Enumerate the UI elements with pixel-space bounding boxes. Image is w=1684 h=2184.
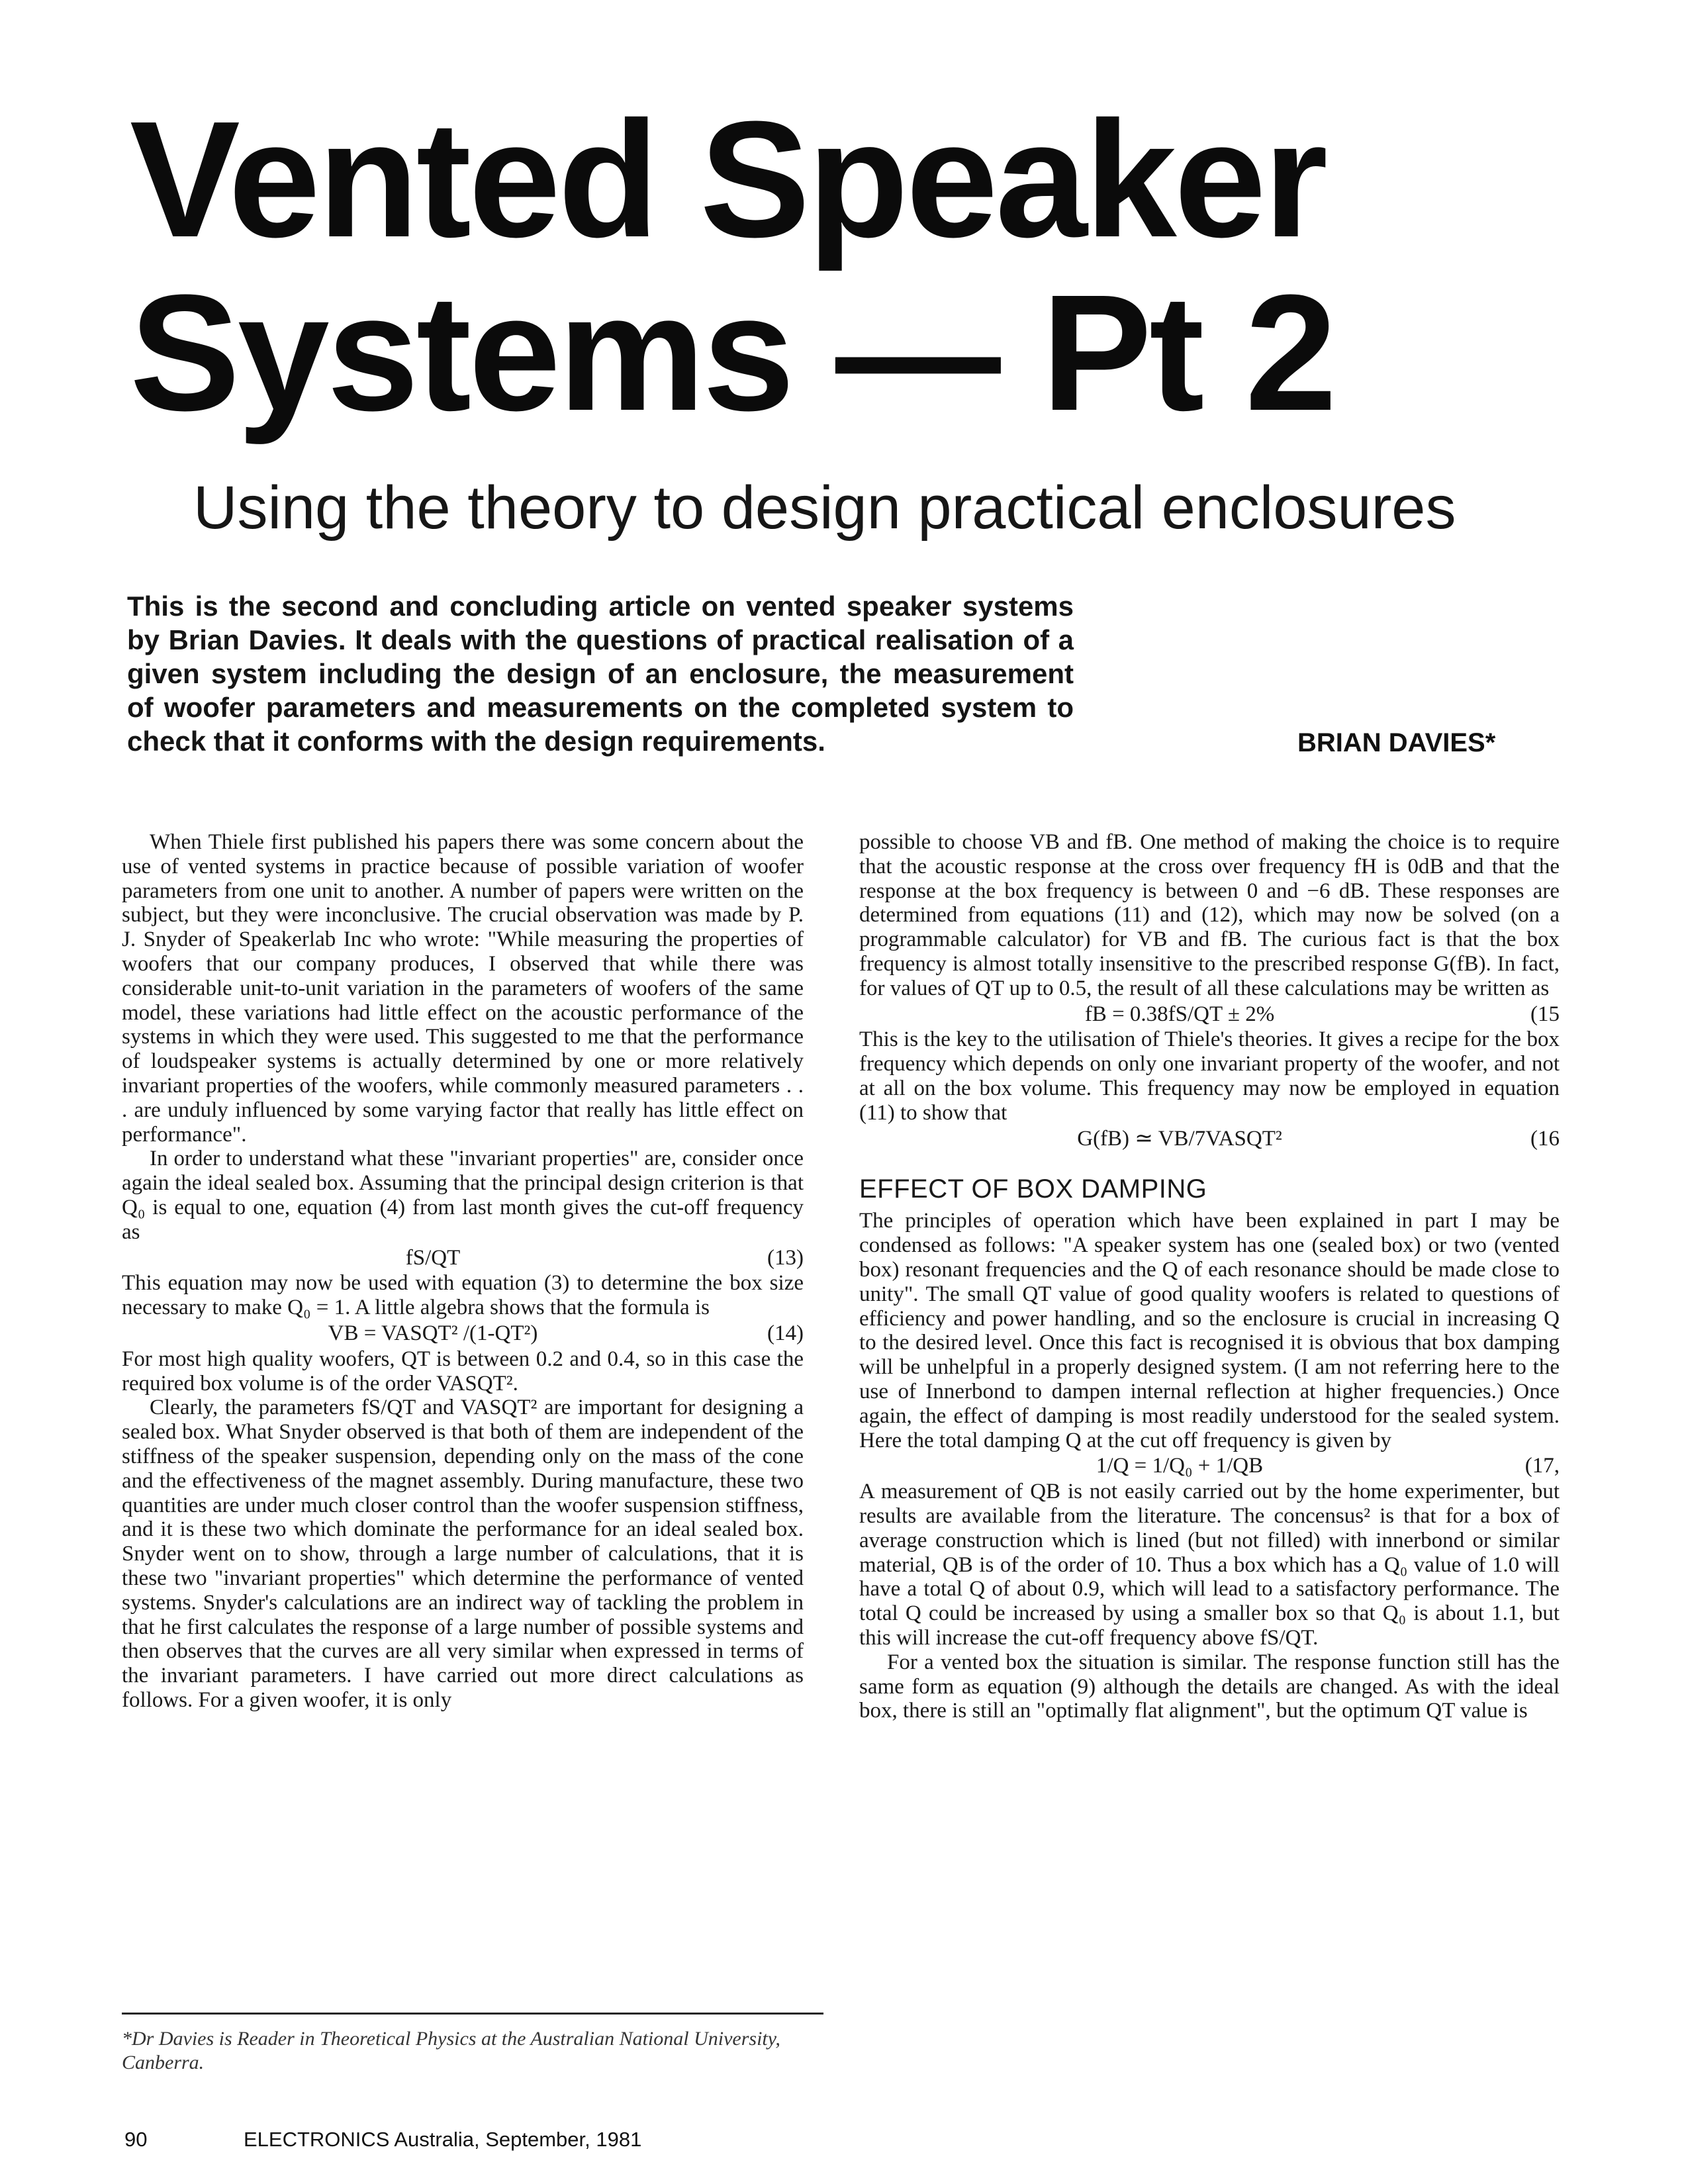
right-column (859, 830, 1560, 2174)
equation-expression: fS/QT (405, 1245, 461, 1270)
equation-number: (16 (1530, 1126, 1560, 1151)
footnote-divider (122, 2013, 823, 2015)
paragraph: For a vented box the situation is similar. The response function still has the same form as equation (9) although the details are changed. As with the ideal box, there is still an "optimally flat alignment", but the optimum QT value is (859, 1650, 1560, 1723)
author-byline: BRIAN DAVIES* (1297, 728, 1496, 757)
title-line-1: Vented Speaker (130, 87, 1326, 271)
paragraph: This is the key to the utilisation of Thiele's theories. It gives a recipe for the box frequency which depends on only one invariant property of the woofer, and not at all on the box volume. This frequency may now be employed in equation (11) to show that (859, 1027, 1560, 1125)
equation-15 (859, 1002, 1560, 1027)
article-title (130, 87, 1586, 445)
article-subtitle: Using the theory to design practical enclosures (193, 474, 1456, 542)
publication-name: ELECTRONICS Australia, September, 1981 (244, 2128, 642, 2151)
paragraph: Clearly, the parameters fS/QT and VASQT² are important for designing a sealed box. What Snyder observed is that both of them are independent of the stiffness of the speaker suspension, depending only on the mass of the cone and the effectiveness of the magnet assembly. During manufacture, these two quantities are under much closer control than the woofer suspension stiffness, and it is these two which dominate the performance for an ideal sealed box. Snyder went on to show, through a large number of calculations, that it is these two "invariant properties" which determine the performance of vented systems. Snyder's calculations are an indirect way of tackling the problem in that he first calculates the response of a large number of possible systems and then observes that the curves are all very similar when expressed in terms of the invariant parameters. I have carried out more direct calculations as follows. For a given woofer, it is only (122, 1396, 804, 1712)
page-number: 90 (124, 2128, 148, 2151)
equation-expression: fB = 0.38fS/QT ± 2% (1084, 1002, 1275, 1026)
left-column (122, 830, 804, 1995)
article-intro: This is the second and concluding article on vented speaker systems by Brian Davies. It deals with the questions of practical realisation of a given system including the design of an enclosure, the measurement of woofer parameters and measurements on the completed system to check that it conforms with the design requirements. (127, 591, 1074, 757)
equation-16 (859, 1127, 1560, 1151)
equation-number: (13) (767, 1245, 804, 1270)
equation-13 (122, 1246, 804, 1270)
author-footnote: *Dr Davies is Reader in Theoretical Physics at the Australian National University, Canberra. (122, 2028, 780, 2073)
equation-number: (14) (767, 1321, 804, 1345)
equation-17 (859, 1454, 1560, 1478)
equation-expression: VB = VASQT² /(1-QT²) (328, 1321, 538, 1345)
equation-expression: G(fB) ≃ VB/7VASQT² (1077, 1126, 1282, 1151)
paragraph: The principles of operation which have been explained in part I may be condensed as follows: "A speaker system has one (sealed box) or two (vented box) resonant frequencies and the Q of each resonance should be made close to unity". The small QT value of good quality woofers is related to questions of efficiency and power handling, and so the enclosure is crucial in increasing Q to the desired level. Once this fact is recognised it is obvious that box damping will be unhelpful in a properly designed system. (I am not referring here to the use of Innerbond to dampen internal reflection at higher frequencies.) Once again, the effect of damping is most readily understood for the sealed system. Here the total damping Q at the cut off frequency is given by (859, 1209, 1560, 1452)
paragraph: A measurement of QB is not easily carried out by the home experimenter, but results are available from the literature. The concensus² is that for a box of average construction which is lined (but not filled) with innerbond or similar material, QB is of the order of 10. Thus a box which has a Q₀ value of 1.0 will have a total Q of about 0.9, which will lead to a satisfactory performance. The total Q could be increased by using a smaller box so that Q₀ is about 1.1, but this will increase the cut-off frequency above fS/QT. (859, 1480, 1560, 1650)
equation-expression: 1/Q = 1/Q₀ + 1/QB (1096, 1454, 1264, 1478)
paragraph: In order to understand what these "invariant properties" are, consider once again the ideal sealed box. Assuming that the principal design criterion is that Q₀ is equal to one, equation (4) from last month gives the cut-off frequency as (122, 1147, 804, 1244)
section-heading: EFFECT OF BOX DAMPING (859, 1174, 1207, 1204)
title-line-2: Systems — Pt 2 (130, 260, 1334, 445)
paragraph: For most high quality woofers, QT is between 0.2 and 0.4, so in this case the required box volume is of the order VASQT². (122, 1347, 804, 1396)
equation-14 (122, 1321, 804, 1346)
paragraph: possible to choose VB and fB. One method of making the choice is to require that the acoustic response at the cross over frequency fH is 0dB and that the response at the box frequency is between 0 and −6 dB. These responses are determined from equations (11) and (12), which may now be solved (on a programmable calculator) for VB and fB. The curious fact is that the box frequency is almost totally insensitive to the prescribed response G(fB). In fact, for values of QT up to 0.5, the result of all these calculations may be written as (859, 830, 1560, 1000)
equation-number: (17, (1524, 1454, 1560, 1478)
page-footer (124, 2128, 853, 2152)
paragraph: This equation may now be used with equation (3) to determine the box size necessary to make Q₀ = 1. A little algebra shows that the formula is (122, 1271, 804, 1320)
paragraph: When Thiele first published his papers there was some concern about the use of vented systems in practice because of possible variation of woofer parameters from one unit to another. A number of papers were written on the subject, but they were inconclusive. The crucial observation was made by P. J. Snyder of Speakerlab Inc who wrote: "While measuring the properties of woofers that our company produces, I observed that while there was considerable unit-to-unit variation in the parameters of woofers of the same model, these variations had little effect on the acoustic performance of the systems in which they were used. This suggested to me that the performance of loudspeaker systems is actually determined by one or more relatively invariant properties of the woofers, while commonly measured parameters . . . are unduly influenced by some varying factor that really has little effect on performance". (122, 830, 804, 1147)
equation-number: (15 (1530, 1002, 1560, 1026)
